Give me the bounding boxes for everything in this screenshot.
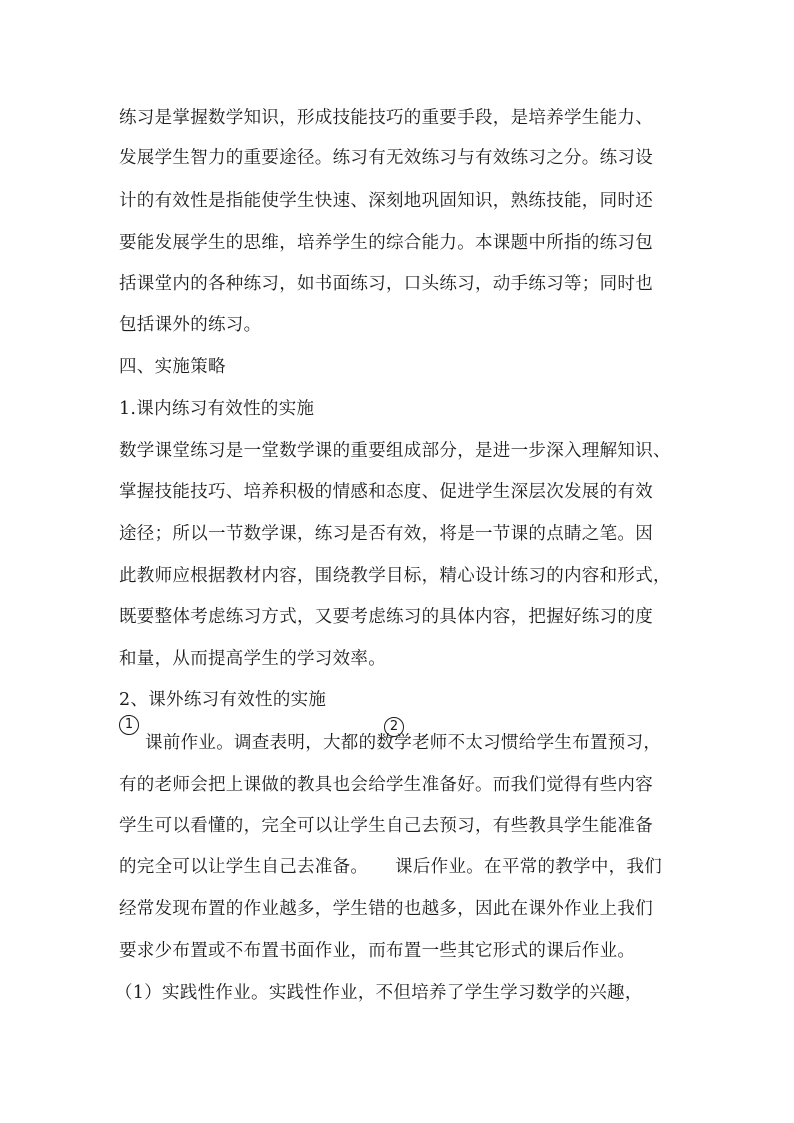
paragraph-line: 包括课外的练习。: [119, 315, 262, 335]
paragraph-line: 发展学生智力的重要途径。练习有无效练习与有效练习之分。练习设: [119, 148, 653, 168]
paragraph-line: 学生可以看懂的，完全可以让学生自己去预习，有些教具学生能准备: [119, 816, 653, 836]
paragraph-line: 途径；所以一节数学课，练习是否有效，将是一节课的点睛之笔。因: [119, 524, 653, 544]
subsection-heading: 2、课外练习有效性的实施: [119, 690, 327, 710]
paragraph-line: 数学课堂练习是一堂数学课的重要组成部分，是进一步深入理解知识、: [119, 441, 671, 461]
paragraph-line: 有的老师会把上课做的教具也会给学生准备好。而我们觉得有些内容: [119, 775, 653, 795]
paragraph-line: （1）实践性作业。实践性作业，不但培养了学生学习数学的兴趣，: [115, 983, 643, 1003]
paragraph-line: 括课堂内的各种练习，如书面练习，口头练习，动手练习等；同时也: [119, 274, 653, 294]
paragraph-line: 此教师应根据教材内容，围绕教学目标，精心设计练习的内容和形式，: [119, 566, 671, 586]
item-marker-1: 1: [119, 715, 139, 735]
paragraph-line: 练习是掌握数学知识，形成技能技巧的重要手段，是培养学生能力、: [119, 108, 653, 128]
paragraph-line: 计的有效性是指能使学生快速、深刻地巩固知识，熟练技能，同时还: [119, 191, 653, 211]
subsection-heading: 1.课内练习有效性的实施: [119, 399, 315, 419]
paragraph-line: 掌握技能技巧、培养积极的情感和态度、促进学生深层次发展的有效: [119, 482, 653, 502]
paragraph-line: 要求少布置或不布置书面作业，而布置一些其它形式的课后作业。: [119, 941, 636, 961]
paragraph-line: 经常发现布置的作业越多，学生错的也越多，因此在课外作业上我们: [119, 899, 653, 919]
paragraph-line: 既要整体考虑练习方式，又要考虑练习的具体内容，把握好练习的度: [119, 607, 653, 627]
paragraph-line: 的完全可以让学生自己去准备。 课后作业。在平常的教学中，我们: [119, 857, 663, 877]
paragraph-line: 课前作业。调查表明，大都的数学老师不太习惯给学生布置预习，: [145, 733, 662, 753]
item-marker-2: 2: [384, 717, 404, 737]
paragraph-line: 要能发展学生的思维，培养学生的综合能力。本课题中所指的练习包: [119, 233, 653, 253]
section-heading: 四、实施策略: [119, 357, 226, 377]
paragraph-line: 和量，从而提高学生的学习效率。: [119, 649, 386, 669]
